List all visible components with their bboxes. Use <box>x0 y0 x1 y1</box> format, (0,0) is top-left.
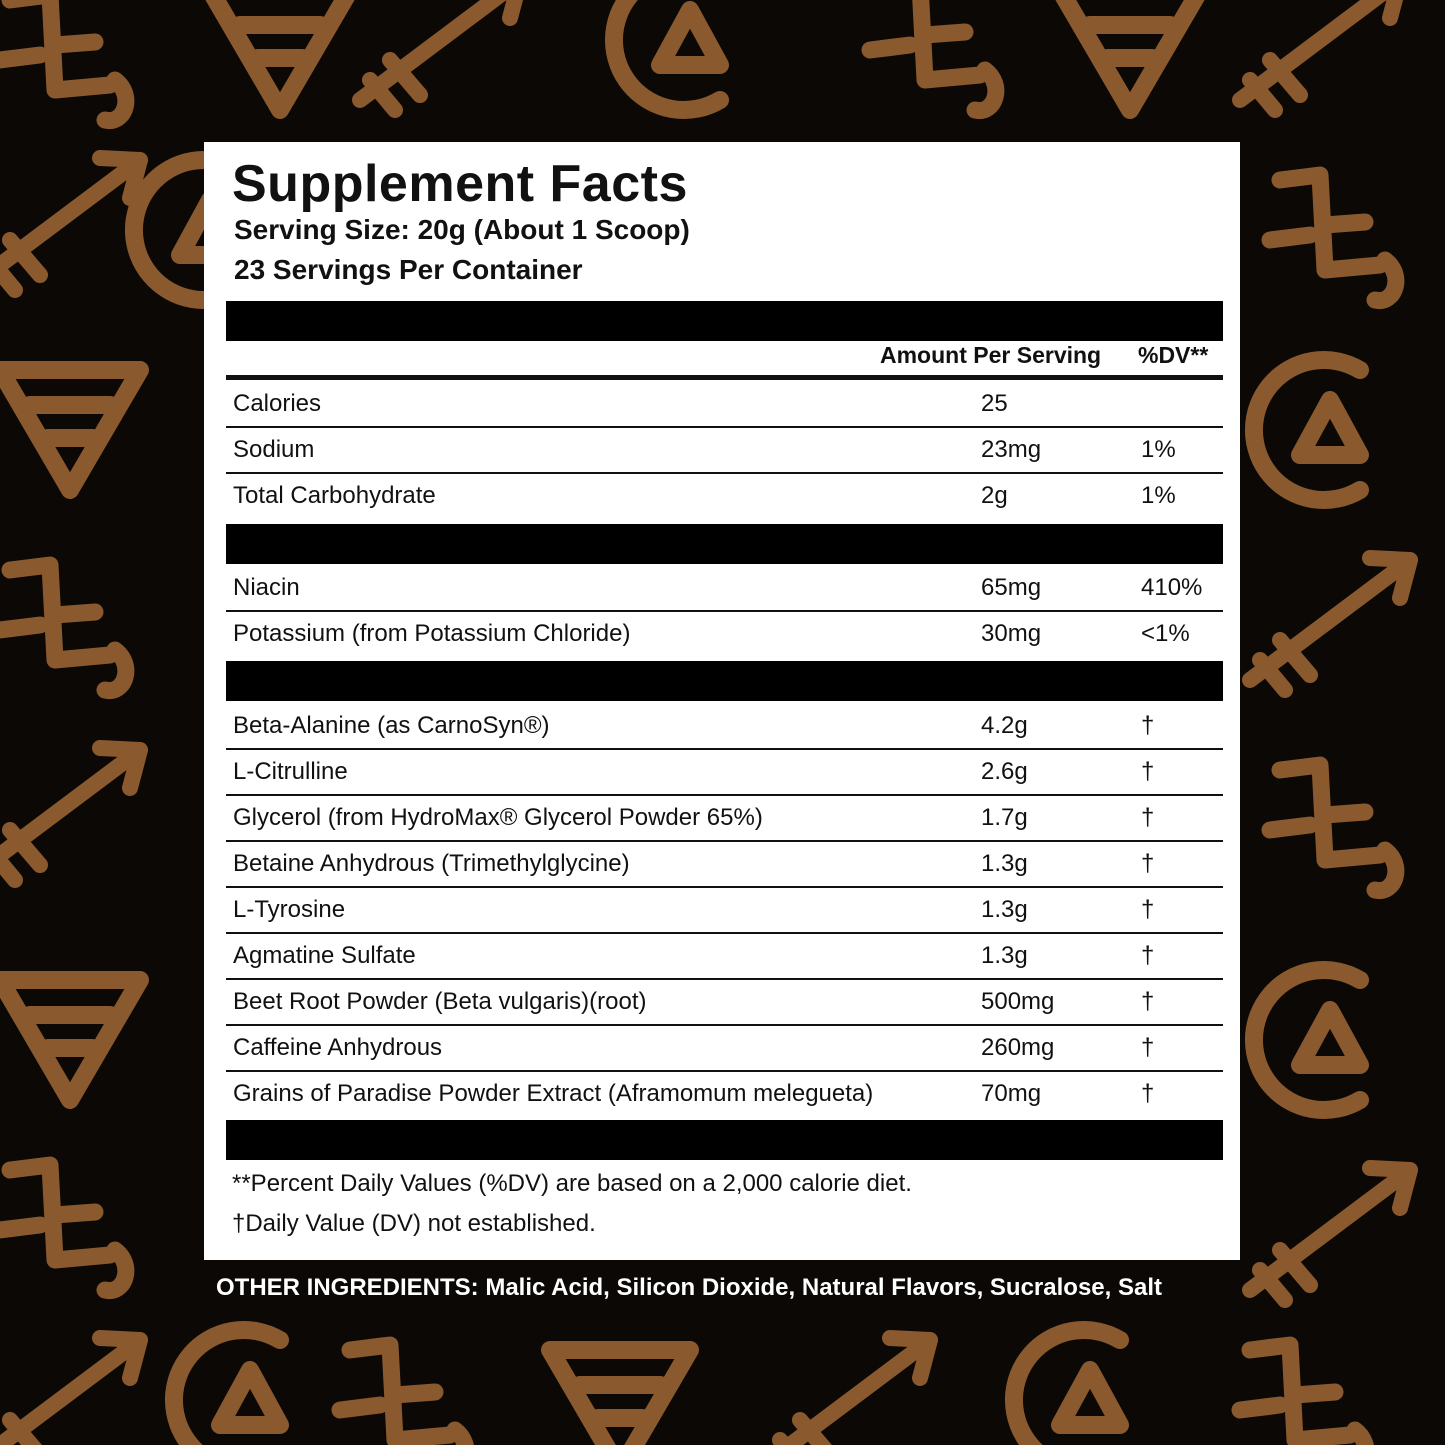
ingredient-amount: 500mg <box>981 988 1055 1015</box>
ingredient-name: Betaine Anhydrous (Trimethylglycine) <box>233 850 630 877</box>
ingredient-name: Glycerol (from HydroMax® Glycerol Powder 65%) <box>233 804 763 831</box>
ingredient-dv: † <box>1141 896 1155 923</box>
label-title: Supplement Facts <box>232 155 688 213</box>
vitamin-name: Niacin <box>233 574 300 601</box>
ingredient-amount: 4.2g <box>981 712 1028 739</box>
nutrient-name: Calories <box>233 390 322 417</box>
ingredient-name: Caffeine Anhydrous <box>233 1034 443 1061</box>
nutrient-name: Total Carbohydrate <box>233 482 436 509</box>
ingredient-amount: 2.6g <box>981 758 1028 785</box>
divider-bar <box>226 301 1223 341</box>
nutrient-row <box>226 428 1223 474</box>
footnote-percent-dv: **Percent Daily Values (%DV) are based on a 2,000 calorie diet. <box>232 1170 912 1197</box>
ingredient-dv: † <box>1141 942 1155 969</box>
header-amount-per-serving: Amount Per Serving <box>880 342 1102 368</box>
nutrient-name: Sodium <box>233 436 315 463</box>
ingredient-row <box>226 934 1223 980</box>
servings-per-container: 23 Servings Per Container <box>234 254 583 285</box>
vitamin-dv: 410% <box>1141 574 1203 601</box>
ingredient-dv: † <box>1141 1034 1155 1061</box>
vitamin-row <box>226 612 1223 658</box>
ingredient-amount: 1.3g <box>981 896 1028 923</box>
ingredient-dv: † <box>1141 712 1155 739</box>
ingredient-amount: 70mg <box>981 1080 1042 1107</box>
ingredient-name: Grains of Paradise Powder Extract (Aframomum melegueta) <box>233 1080 874 1107</box>
ingredient-row <box>226 842 1223 888</box>
other-ingredients: OTHER INGREDIENTS: Malic Acid, Silicon Dioxide, Natural Flavors, Sucralose, Salt <box>216 1274 1162 1301</box>
ingredient-row <box>226 980 1223 1026</box>
ingredient-name: Agmatine Sulfate <box>233 942 416 969</box>
vitamin-name: Potassium (from Potassium Chloride) <box>233 620 631 647</box>
ingredient-row <box>226 1072 1223 1118</box>
ingredient-dv: † <box>1141 758 1155 785</box>
ingredient-dv: † <box>1141 1080 1155 1107</box>
ingredient-dv: † <box>1141 988 1155 1015</box>
nutrient-row <box>226 474 1223 520</box>
ingredient-dv: † <box>1141 804 1155 831</box>
divider-bar <box>226 1120 1223 1160</box>
ingredient-row <box>226 796 1223 842</box>
nutrient-dv: 1% <box>1141 482 1176 509</box>
footnote-dv-not-established: †Daily Value (DV) not established. <box>232 1210 596 1237</box>
ingredient-row <box>226 1026 1223 1072</box>
header-percent-dv: %DV** <box>1138 342 1209 368</box>
nutrient-dv: 1% <box>1141 436 1176 463</box>
nutrient-amount: 23mg <box>981 436 1042 463</box>
ingredient-row <box>226 704 1223 750</box>
ingredient-name: L-Tyrosine <box>233 896 346 923</box>
serving-size: Serving Size: 20g (About 1 Scoop) <box>234 214 690 245</box>
divider-bar <box>226 661 1223 701</box>
vitamin-amount: 30mg <box>981 620 1042 647</box>
vitamin-dv: <1% <box>1141 620 1190 647</box>
nutrient-amount: 2g <box>981 482 1008 509</box>
ingredient-amount: 1.7g <box>981 804 1028 831</box>
ingredient-amount: 260mg <box>981 1034 1055 1061</box>
ingredient-name: Beet Root Powder (Beta vulgaris)(root) <box>233 988 647 1015</box>
ingredient-amount: 1.3g <box>981 942 1028 969</box>
divider-bar <box>226 524 1223 564</box>
vitamin-row <box>226 566 1223 612</box>
ingredient-name: L-Citrulline <box>233 758 348 785</box>
header-rule <box>226 375 1223 380</box>
ingredient-row <box>226 750 1223 796</box>
ingredient-amount: 1.3g <box>981 850 1028 877</box>
ingredient-row <box>226 888 1223 934</box>
nutrient-row <box>226 382 1223 428</box>
ingredient-dv: † <box>1141 850 1155 877</box>
nutrient-amount: 25 <box>981 390 1008 417</box>
supplement-facts-label <box>204 142 1240 1260</box>
ingredient-name: Beta-Alanine (as CarnoSyn®) <box>233 712 550 739</box>
vitamin-amount: 65mg <box>981 574 1042 601</box>
